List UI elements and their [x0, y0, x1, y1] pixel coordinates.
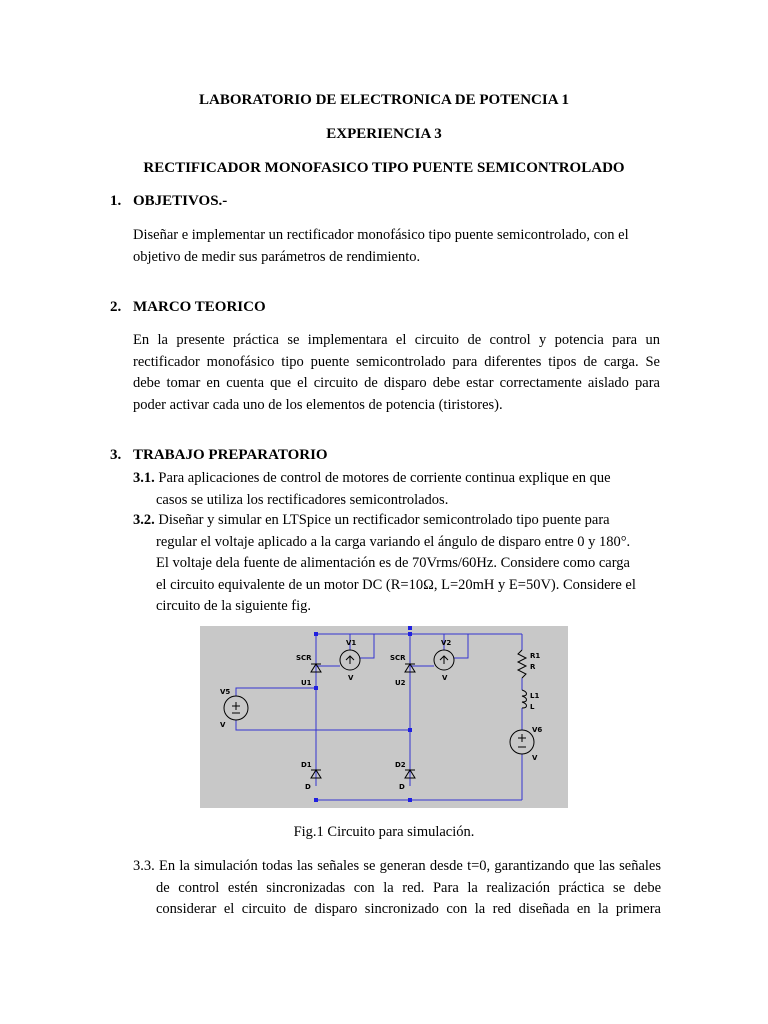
- label-v5: V5: [220, 688, 231, 696]
- label-l1: L1: [530, 692, 540, 700]
- text-line: regular el voltaje aplicado a la carga variando el ángulo de disparo entre 0 y 180°.: [156, 533, 631, 550]
- section-1-paragraph: [133, 225, 653, 268]
- label-v2: V2: [441, 639, 452, 647]
- document-subtitle: RECTIFICADOR MONOFASICO TIPO PUENTE SEMICONTROLADO: [143, 160, 625, 176]
- label-r1-value: R: [530, 663, 536, 671]
- voltage-sources: [224, 650, 534, 754]
- label-l1-value: L: [530, 703, 535, 711]
- text-line: casos se utiliza los rectificadores semicontrolados.: [156, 491, 449, 508]
- resistor-symbol: [518, 650, 526, 678]
- text-line: El voltaje dela fuente de alimentación es de 70Vrms/60Hz. Considere como carga: [156, 555, 630, 571]
- section-2-paragraph: [133, 330, 660, 416]
- inductor-symbol: [522, 690, 527, 708]
- section-3-title: TRABAJO PREPARATORIO: [133, 447, 328, 463]
- text-line: de control estén sincronizadas con la red. Para la realización práctica se debe: [156, 879, 661, 896]
- circuit-figure: [200, 626, 568, 808]
- text-line: rectificador monofásico tipo puente semicontrolado para diferentes tipos de carga. Se: [133, 353, 660, 370]
- text-line: poder activar cada uno de los elementos de potencia (tiristores).: [133, 396, 503, 413]
- diode-symbols: [311, 770, 415, 778]
- label-v6-value: V: [532, 754, 538, 762]
- section-3-number: 3.: [110, 447, 122, 463]
- label-v1: V1: [346, 639, 357, 647]
- label-u2: U2: [395, 679, 406, 687]
- text-line: el circuito equivalente de un motor DC (R=10Ω, L=20mH y E=50V). Considere el: [156, 576, 636, 593]
- item-3-3: [133, 856, 661, 921]
- label-scr2: SCR: [390, 654, 406, 662]
- text-line: 3.3. En la simulación todas las señales se generan desde t=0, garantizando que las señales: [133, 858, 661, 874]
- label-d2-value: D: [399, 783, 405, 791]
- label-r1: R1: [530, 652, 541, 660]
- label-scr1: SCR: [296, 654, 312, 662]
- label-v1-value: V: [348, 674, 354, 682]
- label-d1: D1: [301, 761, 312, 769]
- text-line: objetivo de medir sus parámetros de rendimiento.: [133, 248, 421, 265]
- label-v5-value: V: [220, 721, 226, 729]
- text-line: En la presente práctica se implementara el circuito de control y potencia para un: [133, 332, 660, 348]
- item-3-1: [133, 468, 663, 511]
- scr-symbols: [311, 664, 415, 672]
- section-2-number: 2.: [110, 299, 122, 315]
- text-line: debe tomar en cuenta que el circuito de disparo debe estar correctamente aislado para: [133, 375, 660, 391]
- label-u1: U1: [301, 679, 312, 687]
- item-3-2-number: 3.2.: [133, 512, 155, 528]
- label-v2-value: V: [442, 674, 448, 682]
- text-line: Diseñar y simular en LTSpice un rectificador semicontrolado tipo puente para: [158, 512, 610, 528]
- junction-dots: [314, 626, 412, 802]
- section-2-title: MARCO TEORICO: [133, 299, 266, 315]
- circuit-schematic: [200, 626, 568, 808]
- label-v6: V6: [532, 726, 543, 734]
- figure-caption: Fig.1 Circuito para simulación.: [293, 824, 475, 840]
- text-line: Para aplicaciones de control de motores de corriente continua explique en que: [158, 470, 611, 486]
- text-line: circuito de la siguiente fig.: [156, 598, 312, 614]
- item-3-2: [133, 510, 663, 618]
- text-line: considerar el circuito de disparo sincronizado con la red diseñada en la primera: [156, 901, 661, 917]
- section-1-number: 1.: [110, 193, 122, 209]
- item-3-1-number: 3.1.: [133, 470, 155, 486]
- label-d2: D2: [395, 761, 406, 769]
- label-d1-value: D: [305, 783, 311, 791]
- text-line: Diseñar e implementar un rectificador monofásico tipo puente semicontrolado, con el: [133, 227, 629, 243]
- experience-label: EXPERIENCIA 3: [326, 126, 442, 142]
- section-1-title: OBJETIVOS.-: [133, 193, 228, 209]
- document-title: LABORATORIO DE ELECTRONICA DE POTENCIA 1: [199, 92, 569, 108]
